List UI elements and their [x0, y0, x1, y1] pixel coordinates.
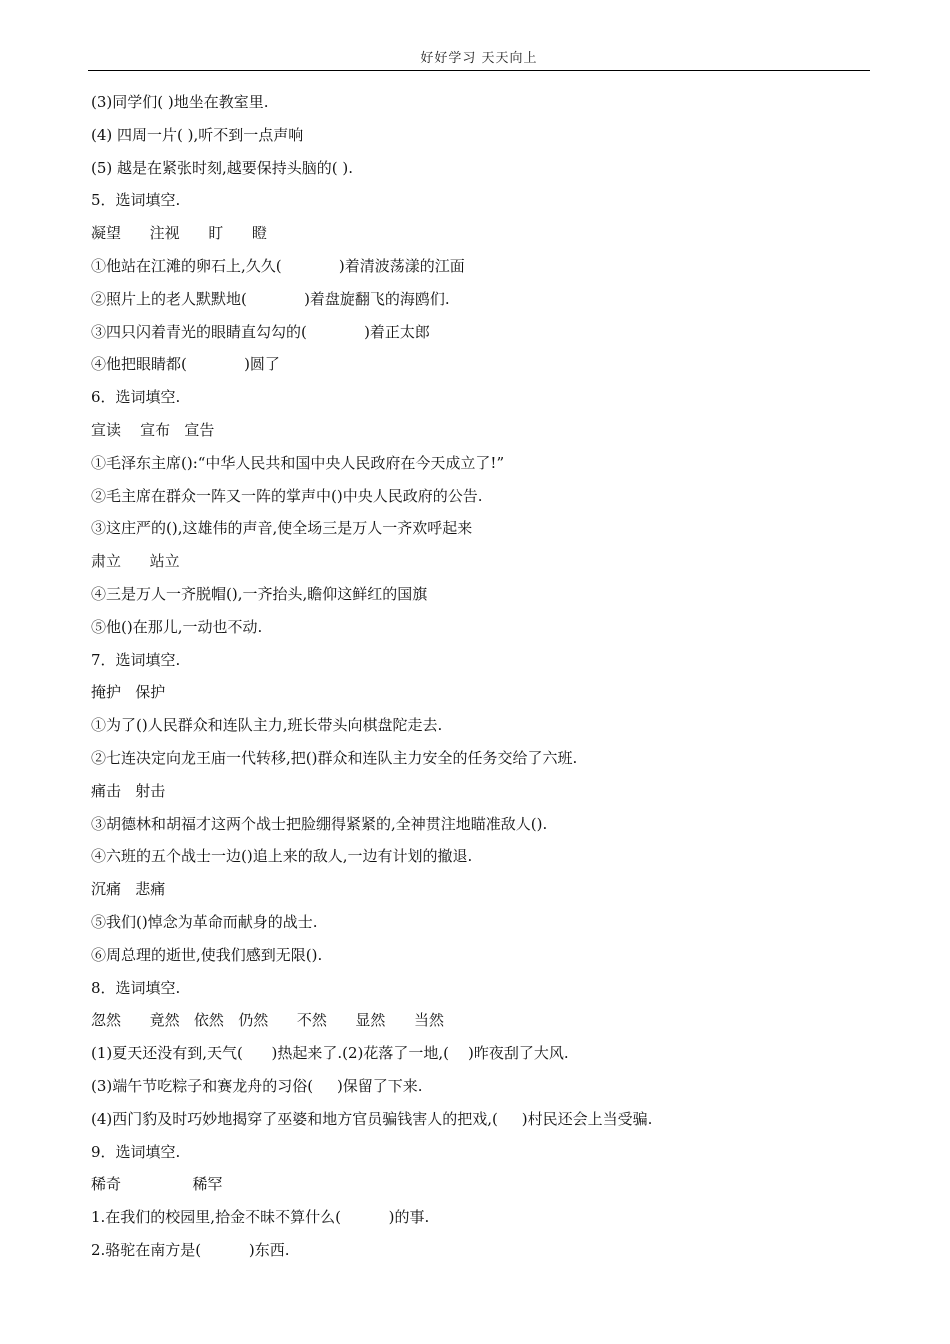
text-line: 凝望 注视 盯 瞪 [91, 224, 267, 243]
text-line: 痛击 射击 [91, 781, 166, 800]
text-line: (3)端午节吃粽子和赛龙舟的习俗( )保留了下来. [91, 1076, 423, 1095]
text-line: 5．选词填空. [91, 191, 181, 210]
text-line: ④六班的五个战士一边()追上来的敌人,一边有计划的撤退. [91, 847, 473, 866]
text-line: (4)西门豹及时巧妙地揭穿了巫婆和地方官员骗钱害人的把戏,( )村民还会上当受骗. [91, 1109, 653, 1128]
text-line: 宣读 宣布 宣告 [91, 420, 215, 439]
text-line: 7．选词填空. [91, 650, 181, 669]
text-line: ⑤他()在那儿,一动也不动. [91, 617, 263, 636]
text-line: 沉痛 悲痛 [91, 880, 166, 899]
text-line: ⑥周总理的逝世,使我们感到无限(). [91, 945, 323, 964]
text-line: ②七连决定向龙王庙一代转移,把()群众和连队主力安全的任务交给了六班. [91, 748, 578, 767]
text-line: ⑤我们()悼念为革命而献身的战士. [91, 912, 318, 931]
text-line: ④三是万人一齐脱帽(),一齐抬头,瞻仰这鲜红的国旗 [91, 584, 428, 603]
text-line: ③这庄严的(),这雄伟的声音,使全场三是万人一齐欢呼起来 [91, 519, 473, 538]
text-line: 1.在我们的校园里,拾金不昧不算什么( )的事. [91, 1208, 430, 1227]
text-line: ③四只闪着青光的眼睛直勾勾的( )着正太郎 [91, 322, 430, 341]
text-line: ①他站在江滩的卵石上,久久( )着清波荡漾的江面 [91, 256, 465, 275]
text-line: 稀奇 稀罕 [91, 1175, 223, 1194]
text-line: ③胡德林和胡福才这两个战士把脸绷得紧紧的,全神贯注地瞄准敌人(). [91, 814, 548, 833]
text-line: 忽然 竟然 依然 仍然 不然 显然 当然 [91, 1011, 445, 1030]
text-line: ①毛泽东主席():“中华人民共和国中央人民政府在今天成立了!” [91, 453, 505, 472]
text-line: 2.骆驼在南方是( )东西. [91, 1240, 290, 1259]
text-line: ②照片上的老人默默地( )着盘旋翻飞的海鸥们. [91, 289, 450, 308]
text-line: 肃立 站立 [91, 552, 180, 571]
text-line: ②毛主席在群众一阵又一阵的掌声中()中央人民政府的公告. [91, 486, 483, 505]
text-line: 掩护 保护 [91, 683, 166, 702]
text-line: (3)同学们( )地坐在教室里. [91, 93, 269, 111]
document-body [91, 88, 871, 1269]
text-line: (5) 越是在紧张时刻,越要保持头脑的( ). [91, 158, 354, 177]
text-line: 8．选词填空. [91, 978, 181, 997]
text-line: (1)夏天还没有到,天气( )热起来了.(2)花落了一地,( )昨夜刮了大风. [91, 1044, 569, 1063]
text-line: (4) 四周一片( ),听不到一点声响 [91, 125, 304, 144]
page-header: 好好学习 天天向上 [88, 48, 870, 71]
text-line: ④他把眼睛都( )圆了 [91, 355, 280, 374]
text-line: 9．选词填空. [91, 1142, 181, 1161]
text-line: ①为了()人民群众和连队主力,班长带头向棋盘陀走去. [91, 716, 443, 735]
text-line: 6．选词填空. [91, 388, 181, 407]
